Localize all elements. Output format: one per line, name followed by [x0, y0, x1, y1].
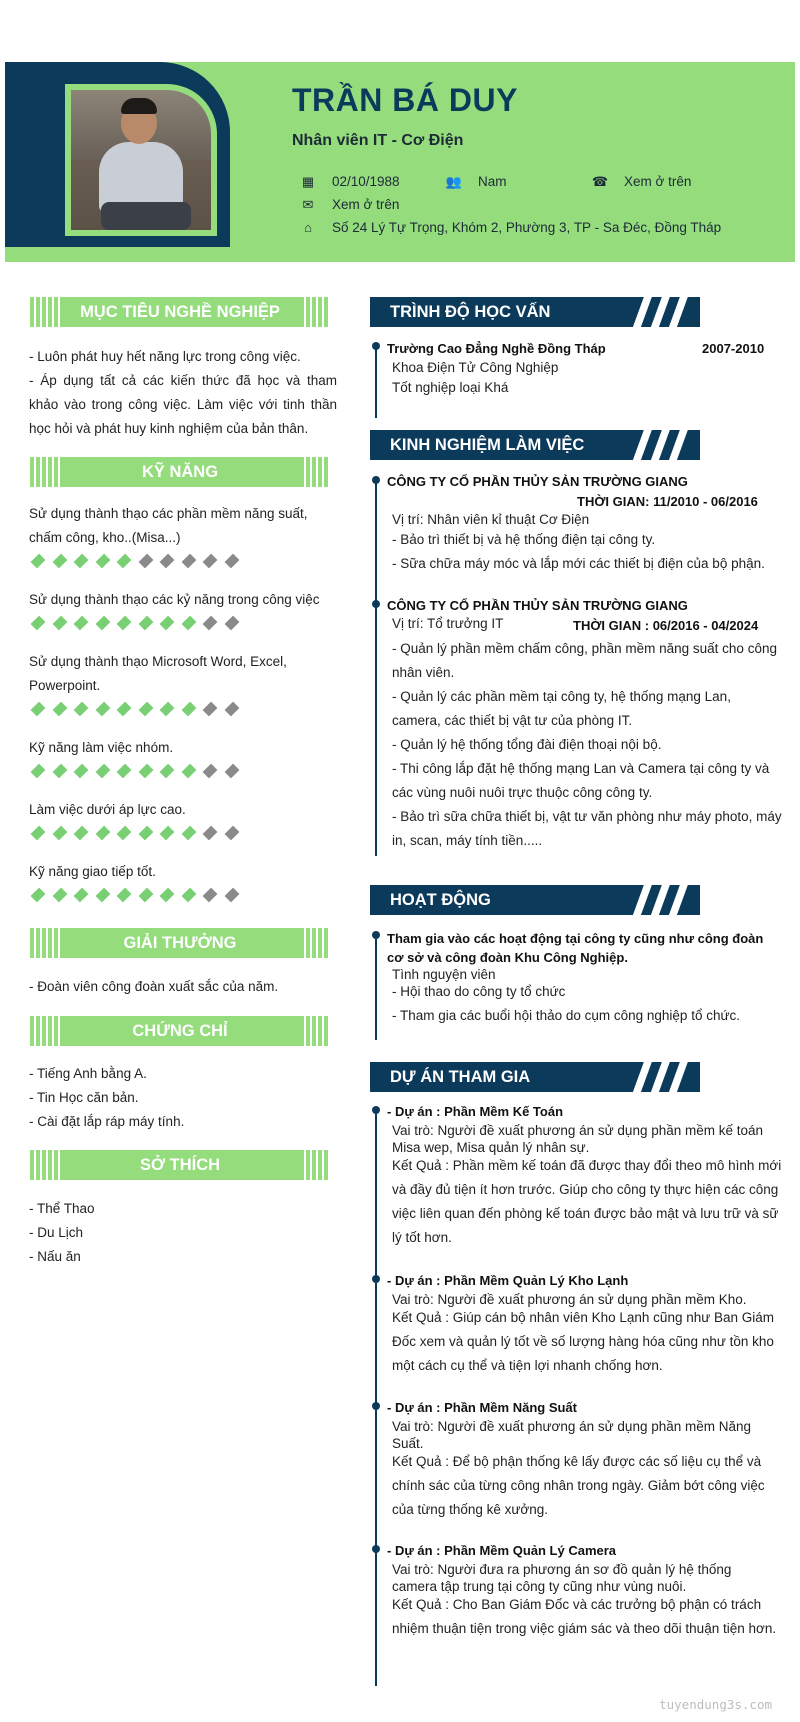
rating-diamond-empty	[224, 888, 239, 903]
rating-diamond-empty	[203, 826, 218, 841]
gender-row	[444, 174, 507, 190]
objective-line: - Luôn phát huy hết năng lực trong công việc.	[29, 349, 301, 364]
section-title: CHỨNG CHỈ	[132, 1022, 228, 1040]
section-projects-header	[370, 1062, 700, 1092]
section-objective-header	[30, 297, 330, 327]
project-result: Kết Quả : Để bộ phận thống kê lấy được các số liệu cụ thể và chính sác của từng công nhân trong ngày. Giảm bớt công việc của từng thống kê xưởng.	[392, 1454, 765, 1517]
rating-diamond-filled	[31, 764, 46, 779]
project-result: Kết Quả : Phần mềm kế toán đã được thay đổi theo mô hình mới và đầy đủ tiện ít hơn trước. Giúp cho công ty thực hiện các công việc liên quan đến phòng kế toán được bảo mật và lưu trữ và sữ lý tốt hơn.	[392, 1158, 782, 1245]
rating-diamond-empty	[138, 554, 153, 569]
rating-diamond-empty	[224, 826, 239, 841]
skill-name: Sử dụng thành thạo các kỷ năng trong công việc	[29, 592, 320, 607]
avatar	[71, 90, 211, 230]
skill-rating	[32, 702, 247, 722]
rating-diamond-filled	[74, 888, 89, 903]
objective-line: - Áp dụng tất cả các kiến thức đã học và tham khảo vào trong công việc. Làm việc với tinh thần học hỏi và phát huy kinh nghiệm của bản thân.	[29, 373, 337, 436]
hobby-item: - Thể Thao	[29, 1201, 95, 1216]
rating-diamond-filled	[95, 764, 110, 779]
section-skills-header	[30, 457, 330, 487]
rating-diamond-filled	[117, 764, 132, 779]
activity-item: - Hội thao do công ty tổ chức	[392, 984, 566, 999]
section-title: MỤC TIÊU NGHỀ NGHIỆP	[80, 303, 280, 321]
project-name: - Dự án : Phần Mềm Quản Lý Camera	[387, 1543, 617, 1558]
users-icon: 👥	[445, 174, 463, 189]
rating-diamond-empty	[160, 554, 175, 569]
watermark: tuyendung3s.com	[659, 1697, 772, 1712]
rating-diamond-filled	[117, 826, 132, 841]
candidate-title: Nhân viên IT - Cơ Điện	[292, 132, 464, 149]
job-task: - Quản lý hệ thống tổng đài điện thoại nội bộ.	[392, 737, 662, 752]
rating-diamond-filled	[52, 826, 67, 841]
job-period: THỜI GIAN : 06/2016 - 04/2024	[573, 618, 759, 633]
hobby-item: - Du Lịch	[29, 1225, 84, 1240]
skill-name: Làm việc dưới áp lực cao.	[29, 802, 186, 817]
rating-diamond-filled	[52, 764, 67, 779]
rating-diamond-empty	[203, 764, 218, 779]
calendar-icon: ▦	[301, 174, 315, 189]
job-task: - Bảo trì sữa chữa thiết bị, vật tư văn phòng như máy photo, máy in, scan, máy tính tiền.....	[392, 809, 782, 848]
home-icon: ⌂	[304, 220, 312, 235]
rating-diamond-filled	[160, 826, 175, 841]
education-period: 2007-2010	[702, 341, 765, 356]
skill-rating	[32, 616, 247, 636]
job-task: - Bảo trì thiết bị và hệ thống điện tại công ty.	[392, 532, 656, 547]
section-title: TRÌNH ĐỘ HỌC VẤN	[390, 303, 551, 321]
timeline-dot	[372, 476, 380, 484]
rating-diamond-empty	[203, 702, 218, 717]
email-value: Xem ở trên	[332, 197, 400, 212]
candidate-name: TRẦN BÁ DUY	[292, 82, 518, 118]
skill-rating	[32, 764, 247, 784]
timeline-dot	[372, 931, 380, 939]
skill-name: Kỹ năng làm việc nhóm.	[29, 740, 174, 755]
skill-rating	[32, 888, 247, 908]
rating-diamond-filled	[181, 826, 196, 841]
job-task: - Sữa chữa máy móc và lắp mới các thiết bị điện của bộ phận.	[392, 556, 765, 571]
timeline-dot	[372, 1106, 380, 1114]
gender-value: Nam	[478, 174, 507, 189]
rating-diamond-filled	[138, 826, 153, 841]
job-position: Vị trí: Nhân viên kỉ thuật Cơ Điện	[392, 512, 590, 527]
address-value: Số 24 Lý Tự Trọng, Khóm 2, Phường 3, TP - Sa Đéc, Đồng Tháp	[332, 220, 722, 235]
education-grade: Tốt nghiệp loại Khá	[392, 380, 509, 395]
rating-diamond-filled	[31, 826, 46, 841]
section-title: GIẢI THƯỞNG	[123, 934, 237, 952]
certificate-item: - Tin Học căn bản.	[29, 1090, 139, 1105]
rating-diamond-filled	[31, 702, 46, 717]
rating-diamond-filled	[95, 616, 110, 631]
rating-diamond-filled	[52, 616, 67, 631]
rating-diamond-filled	[74, 616, 89, 631]
rating-diamond-filled	[95, 888, 110, 903]
rating-diamond-empty	[224, 702, 239, 717]
project-result: Kết Quả : Giúp cán bộ nhân viên Kho Lạnh cũng như Ban Giám Đốc xem và quản lý tốt về số lượng hàng hóa cũng như tồn kho một cách cụ thể và tiện lợi nhanh chống hơn.	[392, 1310, 775, 1373]
rating-diamond-empty	[203, 888, 218, 903]
rating-diamond-filled	[181, 702, 196, 717]
job-task: - Quản lý các phần mềm tại công ty, hệ thống mạng Lan, camera, các thiết bị vật tư của phòng IT.	[392, 689, 731, 728]
project-role: Vai trò: Người đề xuất phương án sử dụng phần mềm Năng Suất.	[392, 1419, 752, 1451]
phone-row	[590, 174, 691, 190]
timeline-dot	[372, 1545, 380, 1553]
rating-diamond-filled	[138, 702, 153, 717]
rating-diamond-filled	[117, 702, 132, 717]
rating-diamond-filled	[74, 826, 89, 841]
project-role: Vai trò: Người đưa ra phương án sơ đồ quản lý hệ thống camera tập trung tại công ty cũng như vùng nuôi.	[392, 1562, 732, 1594]
company-name: CÔNG TY CỔ PHẦN THỦY SẢN TRƯỜNG GIANG	[387, 598, 688, 613]
certificate-item: - Tiếng Anh bằng A.	[29, 1066, 147, 1081]
section-awards-header	[30, 928, 330, 958]
skill-name: Kỹ năng giao tiếp tốt.	[29, 864, 156, 879]
rating-diamond-filled	[181, 888, 196, 903]
rating-diamond-filled	[31, 888, 46, 903]
rating-diamond-filled	[160, 616, 175, 631]
company-name: CÔNG TY CỔ PHẦN THỦY SẢN TRƯỜNG GIANG	[387, 474, 688, 489]
rating-diamond-empty	[203, 554, 218, 569]
project-result: Kết Quả : Cho Ban Giám Đốc và các trưởng bộ phận có trách nhiệm thuận tiện trong việc giám sác và theo dõi thuận tiện hơn.	[392, 1597, 777, 1636]
rating-diamond-filled	[160, 888, 175, 903]
activity-item: - Tham gia các buổi hội thảo do cụm công nghiệp tổ chức.	[392, 1008, 740, 1023]
job-task: - Thi công lắp đặt hệ thống mạng Lan và Camera tại công ty và các vùng nuôi nuôi trực thuộc công công ty.	[392, 761, 770, 800]
section-title: KINH NGHIỆM LÀM VIỆC	[390, 436, 585, 454]
rating-diamond-filled	[95, 702, 110, 717]
envelope-icon: ✉	[302, 197, 314, 212]
skill-rating	[32, 554, 247, 574]
rating-diamond-empty	[203, 616, 218, 631]
project-role: Vai trò: Người đề xuất phương án sử dụng phần mềm Kho.	[392, 1292, 747, 1307]
hobby-item: - Nấu ăn	[29, 1249, 81, 1264]
section-experience-header	[370, 430, 700, 460]
phone-icon: ☎	[591, 174, 609, 189]
project-name: - Dự án : Phần Mềm Kế Toán	[387, 1104, 564, 1119]
rating-diamond-filled	[74, 554, 89, 569]
skill-name: Sử dụng thành thạo Microsoft Word, Excel, Powerpoint.	[29, 654, 287, 693]
rating-diamond-filled	[95, 554, 110, 569]
rating-diamond-filled	[181, 764, 196, 779]
rating-diamond-filled	[52, 554, 67, 569]
rating-diamond-filled	[95, 826, 110, 841]
cv-header	[5, 62, 795, 262]
job-task: - Quản lý phần mềm chấm công, phần mềm năng suất cho công nhân viên.	[392, 641, 777, 680]
rating-diamond-filled	[52, 702, 67, 717]
rating-diamond-filled	[74, 702, 89, 717]
phone-value: Xem ở trên	[624, 174, 692, 189]
rating-diamond-empty	[224, 616, 239, 631]
rating-diamond-filled	[160, 702, 175, 717]
rating-diamond-filled	[117, 888, 132, 903]
birthday-row	[298, 174, 400, 190]
education-major: Khoa Điện Tử Công Nghiệp	[392, 360, 559, 375]
section-activities-header	[370, 885, 700, 915]
section-title: KỸ NĂNG	[141, 463, 219, 481]
rating-diamond-filled	[181, 616, 196, 631]
activity-title: Tham gia vào các hoạt động tại công ty cũng như công đoàn cơ sở và công đoàn Khu Công Nghiệp.	[387, 931, 764, 965]
email-row	[298, 197, 399, 213]
job-period: THỜI GIAN: 11/2010 - 06/2016	[577, 494, 758, 509]
birthday-value: 02/10/1988	[332, 174, 400, 189]
rating-diamond-filled	[117, 616, 132, 631]
timeline-dot	[372, 1275, 380, 1283]
rating-diamond-filled	[117, 554, 132, 569]
rating-diamond-filled	[160, 764, 175, 779]
rating-diamond-empty	[224, 764, 239, 779]
rating-diamond-filled	[31, 616, 46, 631]
project-name: - Dự án : Phần Mềm Quản Lý Kho Lạnh	[387, 1273, 629, 1288]
project-role: Vai trò: Người đề xuất phương án sử dụng phần mềm kế toán Misa wep, Misa quản lý nhân sự.	[392, 1123, 764, 1155]
rating-diamond-filled	[138, 616, 153, 631]
timeline-line	[375, 932, 377, 1040]
section-title: SỞ THÍCH	[139, 1156, 221, 1174]
rating-diamond-filled	[52, 888, 67, 903]
timeline-dot	[372, 342, 380, 350]
rating-diamond-filled	[31, 554, 46, 569]
rating-diamond-filled	[74, 764, 89, 779]
section-title: DỰ ÁN THAM GIA	[390, 1068, 531, 1086]
section-title: HOẠT ĐỘNG	[390, 891, 491, 909]
project-name: - Dự án : Phần Mềm Năng Suất	[387, 1400, 577, 1415]
skill-name: Sử dụng thành thạo các phần mềm năng suất, chấm công, kho..(Misa...)	[29, 506, 308, 545]
section-certificates-header	[30, 1016, 330, 1046]
section-hobbies-header	[30, 1150, 330, 1180]
timeline-dot	[372, 600, 380, 608]
rating-diamond-filled	[138, 764, 153, 779]
timeline-line	[375, 1108, 377, 1686]
section-education-header	[370, 297, 700, 327]
certificate-item: - Cài đặt lắp ráp máy tính.	[29, 1114, 185, 1129]
school-name: Trường Cao Đẳng Nghề Đồng Tháp	[387, 341, 606, 356]
rating-diamond-empty	[181, 554, 196, 569]
job-position: Vị trí: Tổ trưởng IT	[392, 616, 504, 631]
rating-diamond-empty	[224, 554, 239, 569]
activity-role: Tình nguyện viên	[392, 967, 496, 982]
timeline-dot	[372, 1402, 380, 1410]
timeline-line	[375, 343, 377, 418]
award-item: - Đoàn viên công đoàn xuất sắc của năm.	[29, 979, 279, 994]
rating-diamond-filled	[138, 888, 153, 903]
address-row	[298, 220, 721, 235]
photo-frame	[5, 62, 230, 247]
skill-rating	[32, 826, 247, 846]
timeline-line	[375, 478, 377, 856]
